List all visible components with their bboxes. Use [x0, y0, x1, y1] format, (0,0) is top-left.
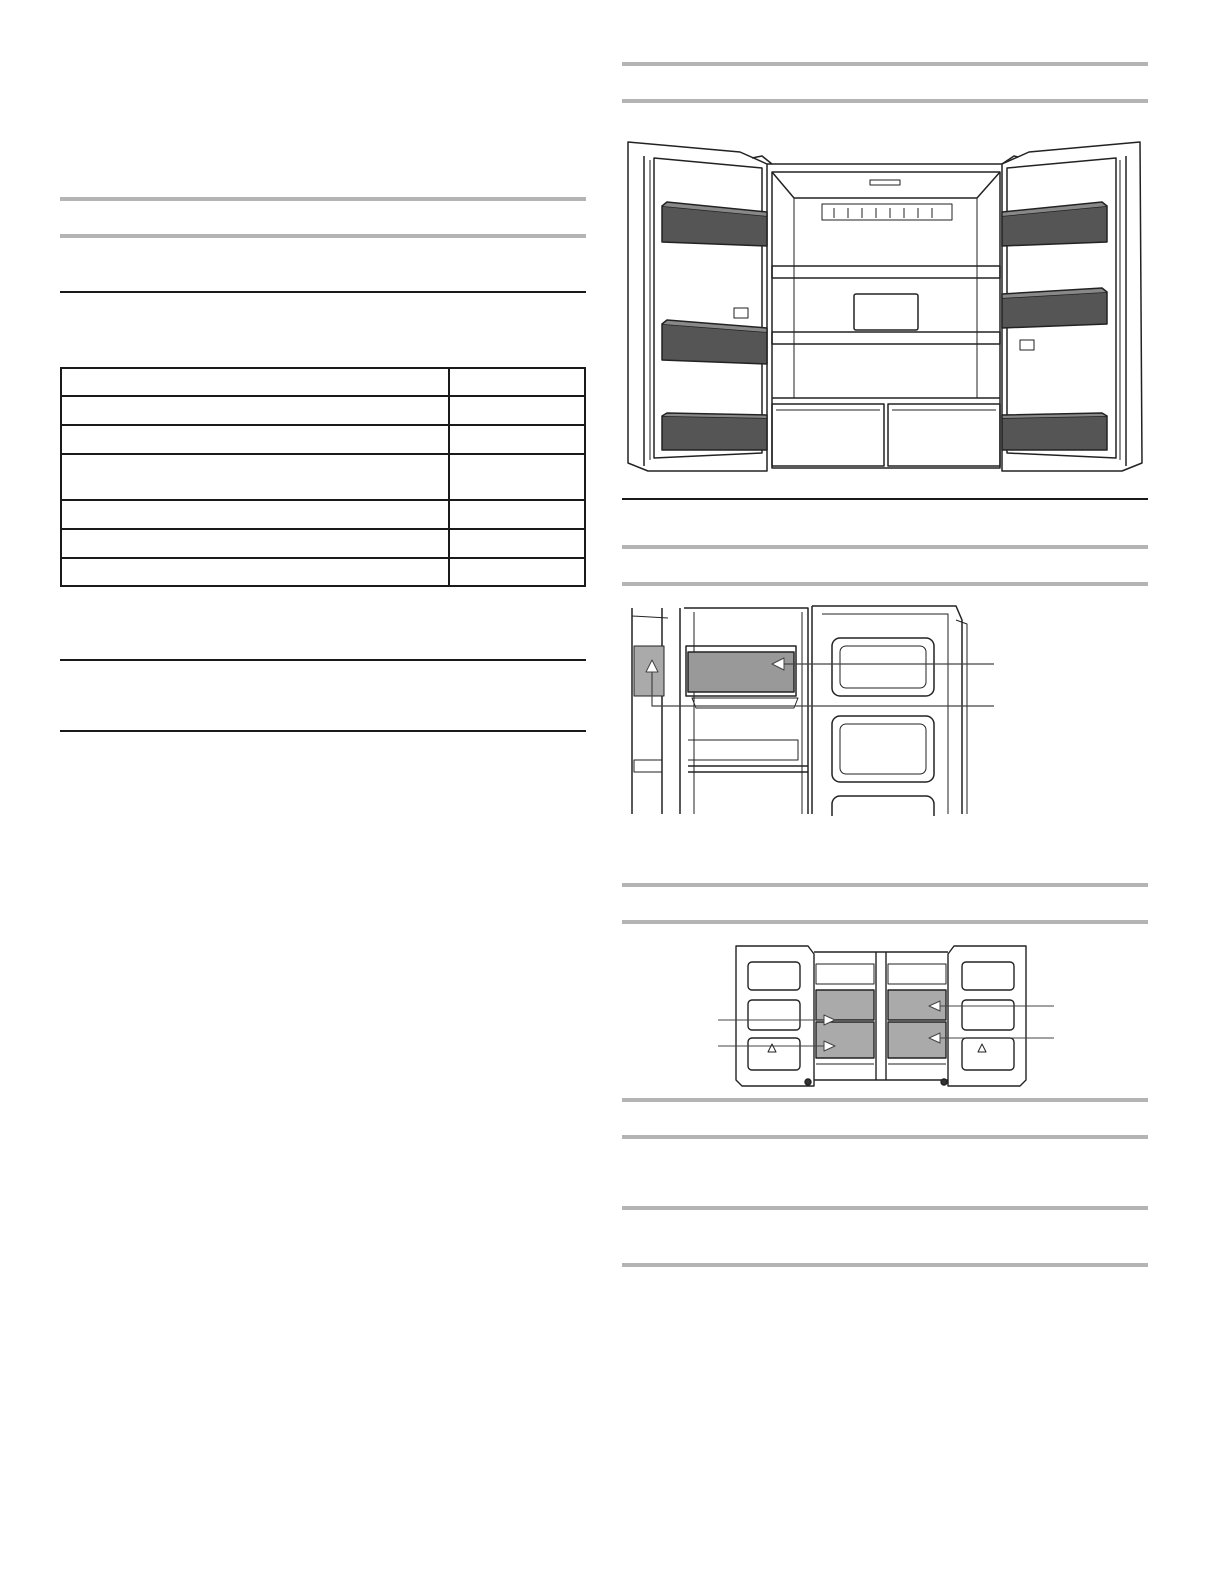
table-cell — [61, 425, 449, 454]
section-rule — [622, 99, 1148, 103]
table-cell — [61, 396, 449, 425]
table-cell — [61, 454, 449, 500]
table-row — [61, 500, 585, 529]
table-cell — [61, 500, 449, 529]
section-rule — [622, 545, 1148, 549]
subsection-rule — [622, 498, 1148, 500]
subsection-rule — [60, 291, 586, 293]
subsection-rule — [60, 659, 586, 661]
table-row — [61, 558, 585, 586]
section-rule — [622, 62, 1148, 66]
table-cell — [61, 368, 449, 396]
table-cell — [449, 425, 585, 454]
table-row — [61, 425, 585, 454]
spec-table — [60, 367, 586, 587]
section-rule — [622, 1263, 1148, 1267]
table-cell — [449, 529, 585, 558]
table-cell — [449, 454, 585, 500]
section-rule — [60, 234, 586, 238]
section-rule — [622, 883, 1148, 887]
table-cell — [449, 368, 585, 396]
section-rule — [622, 582, 1148, 586]
subsection-rule — [60, 730, 586, 732]
section-rule — [60, 197, 586, 201]
table-cell — [449, 500, 585, 529]
table-row — [61, 396, 585, 425]
section-rule — [622, 920, 1148, 924]
table-row — [61, 368, 585, 396]
table-row — [61, 454, 585, 500]
section-rule — [622, 1135, 1148, 1139]
table-cell — [61, 558, 449, 586]
table-cell — [61, 529, 449, 558]
table-row — [61, 529, 585, 558]
french-door-refrigerator-illustration — [622, 128, 1148, 478]
side-by-side-drawers-illustration — [716, 940, 1056, 1090]
section-rule — [622, 1098, 1148, 1102]
section-rule — [622, 1206, 1148, 1210]
freezer-bin-illustration — [622, 600, 1002, 816]
table-cell — [449, 558, 585, 586]
table-cell — [449, 396, 585, 425]
